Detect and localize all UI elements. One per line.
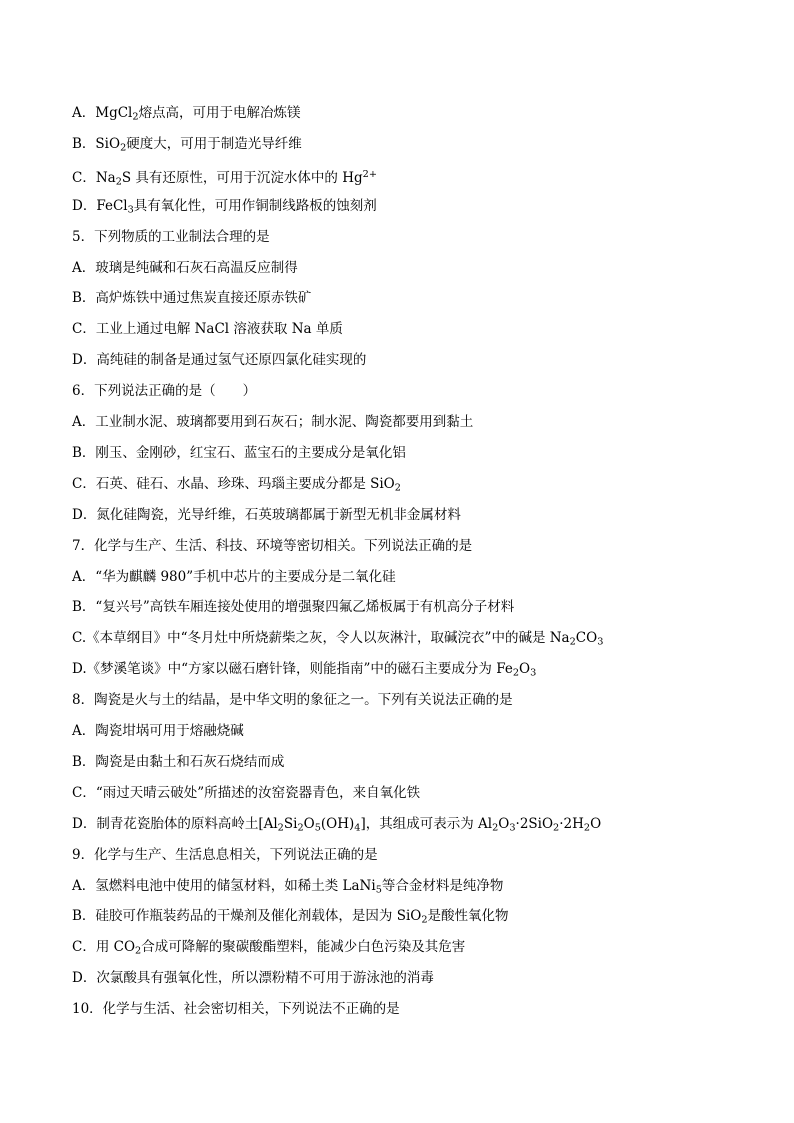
text-segment: 熔点高，可用于电解冶炼镁 [138,105,301,121]
text-segment: 2 [553,822,560,834]
text-segment: 4 [354,822,361,834]
text-segment: 5 [314,822,321,834]
text-segment: A．陶瓷坩埚可用于熔融烧碱 [72,723,244,739]
text-segment: 10．化学与生活、社会密切相关，下列说法不正确的是 [72,1001,400,1018]
text-line [72,567,396,587]
text-line [72,381,256,401]
text-line [72,752,284,772]
text-line [72,597,514,617]
text-segment: 7．化学与生产、生活、科技、环境等密切相关。下列说法正确的是 [72,537,473,554]
text-segment: C.《本草纲目》中“冬月灶中所烧薪柴之灰，令人以灰淋汁，取碱浣衣”中的碱是 Na [72,630,570,647]
text-segment: C．Na [72,169,116,186]
text-segment: ·2SiO [515,815,554,832]
text-segment: D．制青花瓷胎体的原料高岭土[Al [72,815,278,832]
text-segment: 2 [512,667,520,679]
text-line [72,196,377,220]
text-segment: 2 [297,822,304,834]
text-line [72,721,244,741]
text-segment: C．用 CO [72,939,136,956]
text-segment: S 具有还原性，可用于沉淀水体中的 Hg [121,169,363,186]
text-segment: B．硅胶可作瓶装药品的干燥剂及催化剂载体，是因为 SiO [72,908,422,925]
text-line [72,876,503,900]
text-segment: A．氢燃料电池中使用的储氢材料，如稀土类 LaNi [72,877,376,894]
text-segment: A．工业制水泥、玻璃都要用到石灰石；制水泥、陶瓷都要用到黏土 [72,414,474,430]
text-segment: B．“复兴号”高铁车厢连接处使用的增强聚四氟乙烯板属于有机高分子材料 [72,599,515,616]
text-segment: D.《梦溪笔谈》中“方家以磁石磨针锋，则能指南”中的磁石主要成分为 Fe [72,661,513,678]
text-segment: A．“华为麒麟 980”手机中芯片的主要成分是二氧化硅 [72,568,396,585]
text-segment: 2 [492,822,499,834]
text-segment: 合成可降解的聚碳酸酯塑料，能减少白色污染及其危害 [141,939,466,956]
text-segment: C．工业上通过电解 NaCl 溶液获取 Na 单质 [72,321,343,338]
text-line [72,968,434,988]
text-segment: D．氮化硅陶瓷，光导纤维，石英玻璃都属于新型无机非金属材料 [72,506,461,523]
text-segment: C．石英、硅石、水晶、珍珠、玛瑙主要成分都是 SiO [72,475,395,492]
text-line [72,628,603,652]
text-segment: B．刚玉、金刚砂，红宝石、蓝宝石的主要成分是氧化铝 [72,444,406,461]
text-segment: CO [575,630,598,647]
text-segment: 2 [277,822,284,834]
text-segment: 等合金材料是纯净物 [381,877,504,894]
text-segment: 2 [421,914,428,926]
text-line [72,783,420,803]
text-line [72,227,270,247]
text-segment: ]，其组成可表示为 Al [360,815,493,832]
text-segment: 2 [115,176,122,188]
text-segment: O [498,815,510,832]
text-segment: 8．陶瓷是火与土的结晶，是中华文明的象征之一。下列有关说法正确的是 [72,692,513,709]
text-segment: 3 [509,822,516,834]
text-segment: 5．下列物质的工业制法合理的是 [72,228,270,245]
text-segment: B．陶瓷是由黏土和石灰石烧结而成 [72,753,285,770]
text-segment: 是酸性氧化物 [427,908,509,925]
text-segment: 3 [530,667,537,679]
text-segment: 6．下列说法正确的是（ ） [72,383,257,400]
text-line [72,412,473,432]
text-line [72,505,461,525]
text-line [72,659,536,683]
text-segment: (OH) [320,815,355,832]
text-segment: 硬度大，可用于制造光导纤维 [126,135,302,152]
text-segment: D．FeCl [72,197,128,214]
text-line [72,474,401,498]
text-line [72,319,343,339]
text-segment: 2 [394,482,401,494]
text-segment: 2 [583,822,591,834]
text-segment: O [590,815,602,832]
text-segment: 2 [132,111,139,123]
text-segment: B．高炉炼铁中通过焦炭直接还原赤铁矿 [72,290,312,307]
text-segment: B．SiO [72,135,121,152]
text-segment: 具有氧化性，可用作铜制线路板的蚀刻剂 [133,197,377,214]
text-segment: D．次氯酸具有强氧化性，所以漂粉精不可用于游泳池的消毒 [72,970,434,987]
text-segment: A．玻璃是纯碱和石灰石高温反应制得 [72,259,298,276]
text-line [72,103,301,127]
text-segment: 3 [127,204,134,216]
text-line [72,165,377,192]
text-line [72,288,311,308]
text-segment: A．MgCl [72,105,133,121]
text-line [72,937,465,961]
text-line [72,443,406,463]
text-segment: 9．化学与生产、生活息息相关，下列说法正确的是 [72,846,378,863]
text-line [72,999,400,1019]
text-line [72,258,298,278]
text-segment: C．“雨过天晴云破处”所描述的汝窑瓷器青色，来自氧化铁 [72,784,421,801]
text-segment: 2 [569,636,576,648]
text-segment: 2+ [362,168,377,180]
text-segment: D．高纯硅的制备是通过氢气还原四氯化硅实现的 [72,352,367,369]
text-line [72,845,378,865]
text-line [72,814,601,838]
text-segment: ·2H [559,815,584,832]
text-line [72,690,513,710]
text-segment: Si [283,815,298,832]
text-line [72,350,366,370]
text-segment: 5 [375,883,382,895]
text-segment: O [519,661,531,678]
text-segment: 2 [135,945,142,957]
text-segment: 3 [597,636,604,648]
text-line [72,906,509,930]
text-segment: 2 [120,142,127,154]
text-segment: O [303,815,315,832]
text-line [72,536,472,556]
text-line [72,134,302,158]
